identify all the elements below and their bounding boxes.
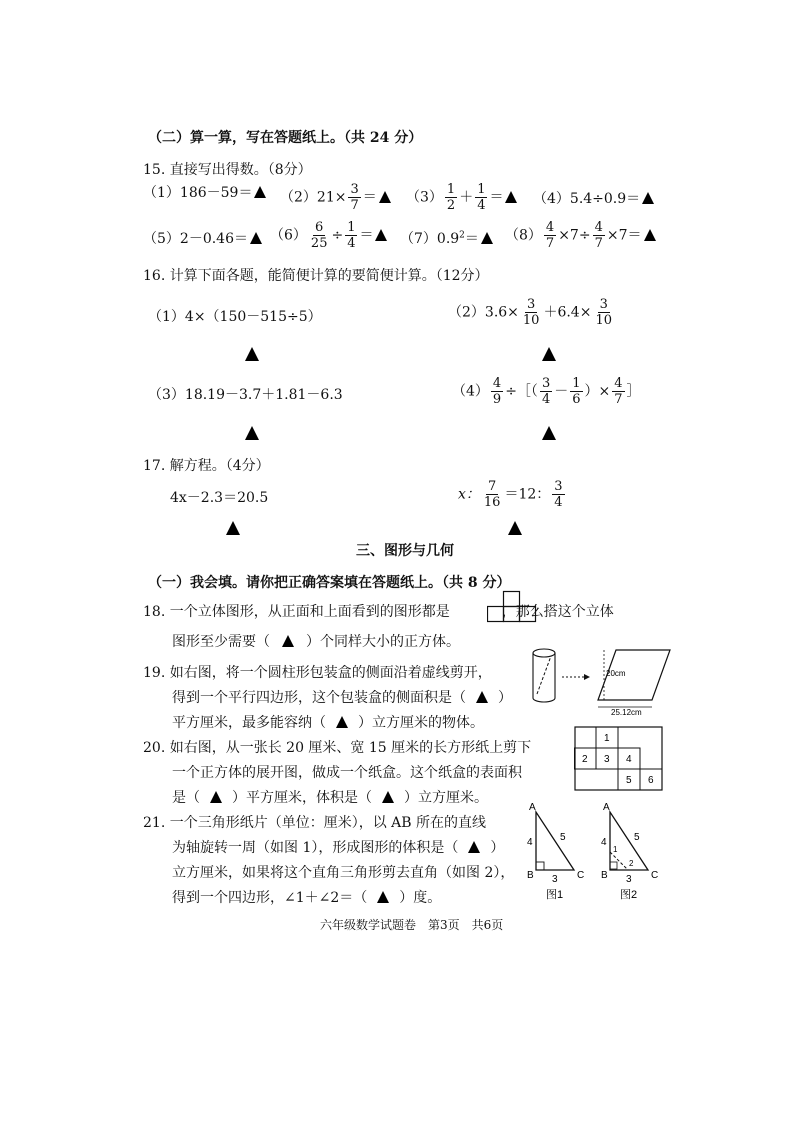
answer-triangle-icon bbox=[542, 347, 556, 361]
answer-triangle-icon bbox=[377, 891, 389, 903]
front-view-figure bbox=[487, 590, 539, 624]
side-label: 5 bbox=[560, 832, 566, 843]
answer-triangle-icon bbox=[336, 716, 348, 728]
vertex-label: C bbox=[577, 870, 585, 881]
q20-line-1: 20. 如右图，从一张长 20 厘米、宽 15 厘米的长方形纸上剪下 bbox=[143, 740, 532, 756]
q17-stem: 17. 解方程。（4分） bbox=[143, 458, 270, 474]
cell-label: 2 bbox=[582, 754, 588, 765]
angle-label: 1 bbox=[613, 845, 618, 854]
answer-triangle-icon bbox=[481, 232, 493, 244]
answer-triangle-icon bbox=[245, 426, 259, 440]
q16-problem-3: （3）18.19－3.7＋1.81－6.3 bbox=[148, 387, 343, 403]
q19-line-1: 19. 如右图，将一个圆柱形包装盒的侧面沿着虚线剪开， bbox=[143, 665, 492, 681]
cell-label: 1 bbox=[604, 733, 610, 744]
q15-stem: 15. 直接写出得数。（8分） bbox=[143, 162, 312, 178]
answer-triangle-icon bbox=[226, 521, 240, 535]
answer-triangle-icon bbox=[468, 841, 480, 853]
cell-label: 6 bbox=[648, 775, 654, 786]
q15-item-2: （2）21× $\frac{3}{7}$ ＝ bbox=[280, 182, 393, 213]
vertex-label: B bbox=[527, 870, 534, 881]
answer-triangle-icon bbox=[505, 191, 517, 203]
answer-triangle-icon bbox=[476, 691, 488, 703]
q16-problem-4: （4） $\frac{4}{9}$ ÷［（ $\frac{3}{4}$ － $\frac{1}{6}$ ）× $\frac{4}{7}$ ］ bbox=[452, 376, 641, 407]
q17-equation-1: 4x－2.3＝20.5 bbox=[170, 490, 269, 506]
cell-label: 3 bbox=[604, 754, 610, 765]
side-label: 5 bbox=[634, 832, 640, 843]
answer-triangle-icon bbox=[210, 791, 222, 803]
side-label: 3 bbox=[552, 874, 558, 885]
q15-item-3: （3） $\frac{1}{2}$ ＋ $\frac{1}{4}$ ＝ bbox=[406, 182, 519, 213]
cell-label: 4 bbox=[626, 754, 632, 765]
q15-item-1: （1）186－59＝ bbox=[143, 182, 268, 202]
angle-label: 2 bbox=[629, 859, 634, 868]
answer-triangle-icon bbox=[644, 229, 656, 241]
q16-stem: 16. 计算下面各题，能简便计算的要简便计算。（12分） bbox=[143, 268, 489, 284]
section-title: （一）我会填。请你把正确答案填在答题纸上。（共 8 分） bbox=[148, 575, 511, 591]
q20-line-3: 是（ ）平方厘米，体积是（ ）立方厘米。 bbox=[172, 790, 488, 806]
height-label: 20cm bbox=[606, 669, 626, 678]
answer-triangle-icon bbox=[282, 635, 294, 647]
cell-label: 5 bbox=[626, 775, 632, 786]
cube-net-figure bbox=[574, 726, 664, 792]
answer-triangle-icon bbox=[250, 232, 262, 244]
q18-line-2: 图形至少需要（ ）个同样大小的正方体。 bbox=[172, 634, 460, 650]
q21-line-4: 得到一个四边形，∠1＋∠2＝（ ）度。 bbox=[172, 890, 442, 906]
triangle-figure-2 bbox=[596, 800, 672, 900]
cylinder-net-figure bbox=[524, 644, 674, 716]
base-label: 25.12cm bbox=[611, 708, 642, 716]
side-label: 3 bbox=[626, 874, 632, 885]
answer-triangle-icon bbox=[382, 791, 394, 803]
answer-triangle-icon bbox=[508, 521, 522, 535]
q15-item-8: （8） $\frac{4}{7}$ ×7÷ $\frac{4}{7}$ ×7＝ bbox=[505, 220, 658, 251]
q15-item-4: （4）5.4÷0.9＝ bbox=[533, 188, 656, 208]
vertex-label: A bbox=[529, 802, 536, 813]
q15-item-7: $(7)0.9^2=$ bbox=[400, 228, 495, 248]
vertex-label: B bbox=[601, 870, 608, 881]
answer-triangle-icon bbox=[254, 186, 266, 198]
figure-caption: 图1 bbox=[546, 889, 564, 900]
page-footer: 六年级数学试题卷 第3页 共6页 bbox=[320, 918, 504, 932]
q15-item-5: （5）2－0.46＝ bbox=[143, 228, 264, 248]
q21-line-3: 立方厘米，如果将这个直角三角形剪去直角（如图 2）， bbox=[172, 865, 515, 881]
figure-caption: 图2 bbox=[620, 889, 638, 900]
answer-triangle-icon bbox=[245, 347, 259, 361]
vertex-label: C bbox=[651, 870, 659, 881]
side-label: 4 bbox=[601, 837, 607, 848]
q18-line-1: 18. 一个立体图形，从正面和上面看到的图形都是 ，那么搭这个立体 bbox=[143, 604, 614, 620]
q17-equation-2: x： $\frac{7}{16}$ ＝12： $\frac{3}{4}$ bbox=[458, 479, 563, 510]
answer-triangle-icon bbox=[642, 192, 654, 204]
answer-triangle-icon bbox=[379, 191, 391, 203]
q19-line-3: 平方厘米，最多能容纳（ ）立方厘米的物体。 bbox=[172, 715, 484, 731]
q20-line-2: 一个正方体的展开图，做成一个纸盒。这个纸盒的表面积 bbox=[172, 765, 522, 781]
q16-problem-1: （1）4×（150－515÷5） bbox=[148, 309, 322, 325]
q21-line-1: 21. 一个三角形纸片（单位：厘米），以 AB 所在的直线 bbox=[143, 815, 487, 831]
q16-problem-2: （2）3.6× $\frac{3}{10}$ ＋6.4× $\frac{3}{10}$ bbox=[448, 297, 612, 328]
q15-item-6: （6） $\frac{6}{25}$ ÷ $\frac{1}{4}$ ＝ bbox=[270, 220, 389, 251]
vertex-label: A bbox=[603, 802, 610, 813]
part-title: 三、图形与几何 bbox=[356, 543, 454, 559]
answer-triangle-icon bbox=[375, 229, 387, 241]
triangle-figure-1 bbox=[524, 800, 594, 900]
side-label: 4 bbox=[527, 837, 533, 848]
q21-line-2: 为轴旋转一周（如图 1），形成图形的体积是（ ） bbox=[172, 840, 505, 856]
answer-triangle-icon bbox=[542, 426, 556, 440]
section-title: （二）算一算，写在答题纸上。（共 24 分） bbox=[148, 130, 423, 146]
q19-line-2: 得到一个平行四边形，这个包装盒的侧面积是（ ） bbox=[172, 690, 512, 706]
